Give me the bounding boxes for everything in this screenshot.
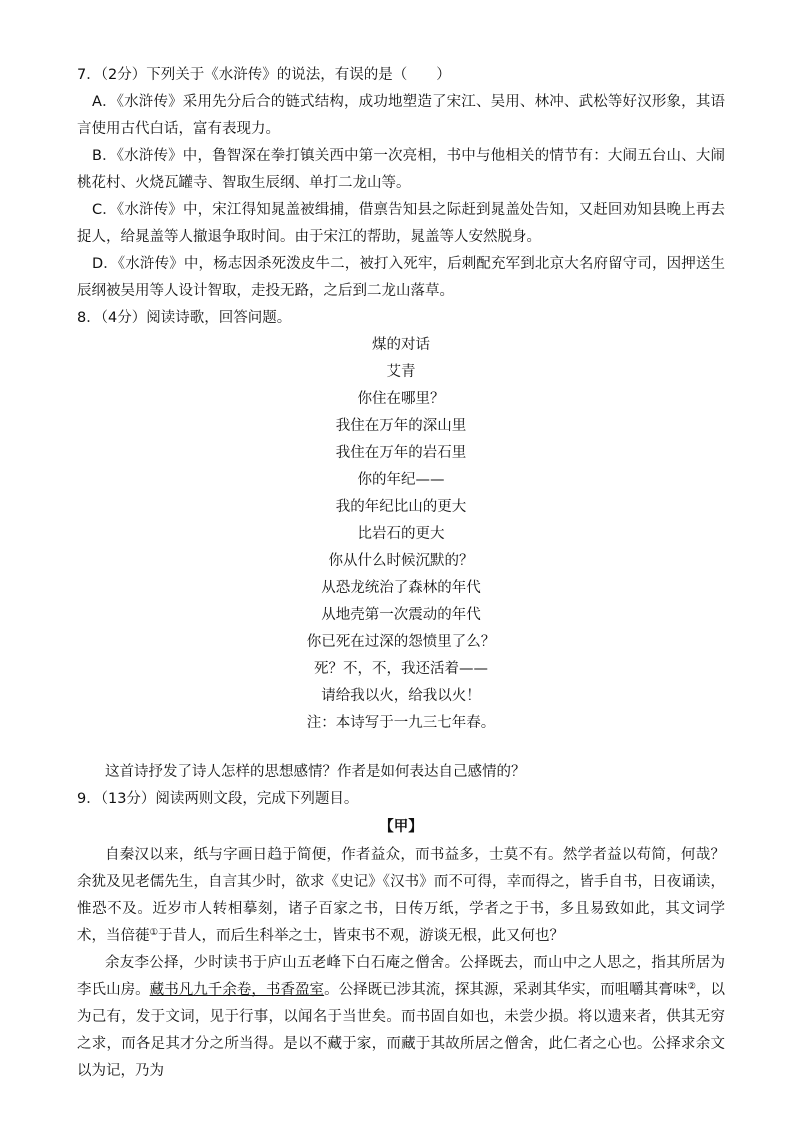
footnote-marker-2: ②: [687, 981, 696, 992]
question-8-stem: 8．（4分）阅读诗歌，回答问题。: [77, 310, 292, 326]
footnote-marker-1: ①: [149, 927, 159, 938]
poem-line: 我的年纪比山的更大: [335, 499, 467, 515]
poem-line: 从地壳第一次震动的年代: [321, 607, 481, 623]
question-7: [77, 62, 725, 305]
question-8-prompt: 这首诗抒发了诗人怎样的思想感情？作者是如何表达自己感情的？: [105, 764, 526, 780]
poem-line: 你已死在过深的怨愤里了么？: [306, 634, 496, 650]
question-9: [77, 786, 725, 1085]
poem-line: 我住在万年的深山里: [335, 418, 467, 434]
question-7-option-a: A．《水浒传》采用先分后合的链式结构，成功地塑造了宋江、吴用、林冲、武松等好汉形象，其语言使用古代白话，富有表现力。: [77, 94, 725, 137]
paragraph-2-text: 余友李公择，少时读书于庐山五老峰下白石庵之僧舍。公择既去，而山中之人思之，指其所居为李氏山房。: [77, 955, 725, 998]
poem-line: 你从什么时候沉默的？: [328, 553, 474, 569]
question-7-stem: 7．（2分）下列关于《水浒传》的说法，有误的是（ ）: [77, 67, 451, 83]
poem-note: 注：本诗写于一九三七年春。: [306, 715, 496, 731]
passage-jia-title: 【甲】: [379, 819, 423, 835]
paragraph-1-text-cont: 于昔人，而后生科举之士，皆束书不观，游谈无根，此又何也？: [158, 928, 565, 944]
poem-author: 艾青: [386, 364, 416, 380]
poem-title: 煤的对话: [372, 337, 430, 353]
poem-line: 你的年纪——: [357, 472, 445, 488]
paragraph-2-text-end: ，以为己有，发于文词，见于行事，以闻名于当世矣。而书固自如也，未尝少损。将以遗来者，供其无穷之求，而各足其才分之所当得。是以不藏于家，而藏于其故所居之僧舍，此仁者之心也。公择求余文以为记，乃为: [77, 982, 726, 1079]
poem-line: 比岩石的更大: [357, 526, 445, 542]
question-7-option-d: D．《水浒传》中，杨志因杀死泼皮牛二，被打入死牢，后刺配充军到北京大名府留守司，因押送生辰纲被吴用等人设计智取，走投无路，之后到二龙山落草。: [77, 256, 725, 299]
paragraph-1-text: 自秦汉以来，纸与字画日趋于简便，作者益众，而书益多，士莫不有。然学者益以苟简，何哉？余犹及见老儒先生，自言其少时，欲求《史记》《汉书》而不可得，幸而得之，皆手自书，日夜诵读，惟恐不及。近岁市人转相摹刻，诸子百家之书，日传万纸，学者之于书，多且易致如此，其文词学术，当倍蓰: [77, 847, 725, 944]
passage-paragraph-1: [77, 842, 725, 950]
underlined-sentence: 藏书凡九千余卷，书香盈室: [149, 982, 325, 998]
question-8: [77, 305, 725, 786]
document-content: [77, 62, 725, 1085]
paragraph-2-text-cont: 。公择既已涉其流，探其源，采剥其华实，而咀嚼其膏味: [324, 982, 688, 998]
poem-spacer: [77, 737, 725, 759]
poem-line: 死？不，不，我还活着——: [314, 661, 488, 677]
poem-line: 我住在万年的岩石里: [335, 445, 467, 461]
poem-line: 请给我以火，给我以火！: [321, 688, 481, 704]
question-7-option-c: C．《水浒传》中，宋江得知晁盖被缉捕，借禀告知县之际赶到晁盖处告知，又赶回劝知县晚上再去捉人，给晁盖等人撤退争取时间。由于宋江的帮助，晁盖等人安然脱身。: [77, 202, 725, 245]
question-7-option-b: B．《水浒传》中，鲁智深在拳打镇关西中第一次亮相，书中与他相关的情节有：大闹五台山、大闹桃花村、火烧瓦罐寺、智取生辰纲、单打二龙山等。: [77, 148, 725, 191]
poem-line: 你住在哪里？: [357, 391, 445, 407]
passage-paragraph-2: [77, 950, 725, 1085]
poem-line: 从恐龙统治了森林的年代: [321, 580, 481, 596]
poem: [77, 332, 725, 737]
question-9-stem: 9．（13分）阅读两则文段，完成下列题目。: [77, 791, 359, 807]
